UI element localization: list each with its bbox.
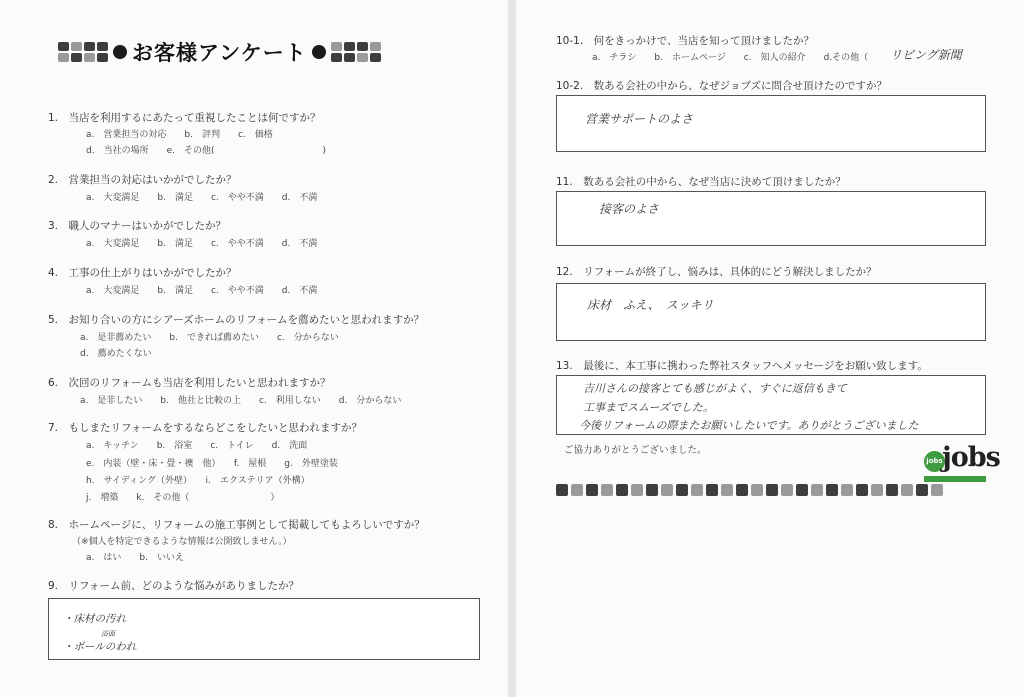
- title-dot-left: [113, 45, 127, 59]
- question-13-answer-box: [556, 375, 986, 435]
- jobs-logo: [922, 440, 1000, 488]
- question-3: 3. 職人のマナーはいかがでしたか？: [48, 220, 227, 232]
- question-11: 11. 数ある会社の中から、なぜ当店に決めて頂けましたか？: [556, 176, 846, 188]
- question-13-answer-line2: 工事までスムーズでした。: [583, 401, 714, 414]
- question-9-answer-box: [48, 598, 480, 660]
- question-1-options-a-c: a. 営業担当の対応 b. 評判 c. 価格: [86, 130, 273, 140]
- question-9-answer-line2: ・ボールのわれ: [63, 641, 137, 653]
- question-10-1-handwritten: リビング新聞: [890, 48, 962, 62]
- question-2-options: a. 大変満足 b. 満足 c. やや不満 d. 不満: [86, 193, 318, 203]
- question-2: 2. 営業担当の対応はいかがでしたか？: [48, 174, 237, 186]
- logo-mark: jobs: [924, 451, 945, 472]
- right-page: [516, 0, 1024, 697]
- page-gutter: [508, 0, 516, 697]
- question-7-options-row2: e. 内装（壁・床・畳・襖 他） f. 屋根 g. 外壁塗装: [86, 459, 338, 469]
- question-10-2-answer: 営業サポートのよさ: [585, 112, 694, 126]
- title-dot-right: [312, 45, 326, 59]
- survey-title: お客様アンケート: [132, 41, 307, 65]
- question-12: 12. リフォームが終了し、悩みは、具体的にどう解決しましたか？: [556, 266, 877, 278]
- question-8-note: （※個人を特定できるような情報は公開致しません。）: [72, 537, 292, 547]
- left-page: [0, 0, 508, 697]
- question-6: 6. 次回のリフォームも当店を利用したいと思われますか？: [48, 377, 331, 389]
- question-11-answer-box: [556, 191, 986, 246]
- question-10-1: 10-1. 何をきっかけで、当店を知って頂けましたか？: [556, 35, 814, 47]
- question-12-answer: 床材 ふえ、 スッキリ: [587, 298, 714, 312]
- question-10-2-answer-box: [556, 95, 986, 152]
- question-5-options-d: d. 薦めたくない: [80, 349, 152, 359]
- question-7: 7. もしまたリフォームをするならどこをしたいと思われますか？: [48, 422, 362, 434]
- survey-title-banner: [58, 34, 458, 70]
- title-blocks-right: [331, 42, 381, 62]
- question-9-answer-note: 浴面: [101, 630, 115, 638]
- question-1: 1. 当店を利用するにあたって重視したことは何ですか？: [48, 112, 321, 124]
- question-9: 9. リフォーム前、どのような悩みがありましたか？: [48, 580, 299, 592]
- question-8-options: a. はい b. いいえ: [86, 553, 184, 563]
- question-5-options-a-c: a. 是非薦めたい b. できれば薦めたい c. 分からない: [80, 333, 339, 343]
- question-5: 5. お知り合いの方にシアーズホームのリフォームを薦めたいと思われますか？: [48, 314, 425, 326]
- logo-underline: [924, 476, 986, 482]
- question-7-options-row1: a. キッチン b. 浴室 c. トイレ d. 洗面: [86, 441, 308, 451]
- question-8: 8. ホームページに、リフォームの施工事例として掲載してもよろしいですか？: [48, 519, 425, 531]
- question-4: 4. 工事の仕上がりはいかがでしたか？: [48, 267, 237, 279]
- title-blocks-left: [58, 42, 108, 62]
- question-7-options-row3: h. サイディング（外壁） i. エクステリア（外構）: [86, 476, 310, 486]
- question-9-answer-line1: ・床材の汚れ: [63, 613, 126, 625]
- question-13-answer-line3: 今後リフォームの際またお願いしたいです。ありがとうございました: [579, 419, 919, 432]
- question-6-options: a. 是非したい b. 他社と比較の上 c. 利用しない d. 分からない: [80, 396, 402, 406]
- question-12-answer-box: [556, 283, 986, 341]
- question-11-answer: 接客のよさ: [599, 202, 660, 216]
- question-3-options: a. 大変満足 b. 満足 c. やや不満 d. 不満: [86, 239, 318, 249]
- question-7-options-row4: j. 増築 k. その他（ ）: [86, 493, 280, 503]
- question-1-options-d-e: d. 当社の場所 e. その他( ): [86, 146, 326, 156]
- thanks-message: ご協力ありがとうございました。: [564, 445, 707, 456]
- question-10-2: 10-2. 数ある会社の中から、なぜジョブズに問合せ頂けたのですか？: [556, 80, 888, 92]
- question-10-1-options: a. チラシ b. ホームページ c. 知人の紹介 d.その他（: [592, 53, 869, 63]
- question-13-answer-line1: 吉川さんの接客とても感じがよく、すぐに返信もきて: [583, 382, 847, 395]
- question-13: 13. 最後に、本工事に携わった弊社スタッフへメッセージをお願い致します。: [556, 360, 928, 372]
- question-4-options: a. 大変満足 b. 満足 c. やや不満 d. 不満: [86, 286, 318, 296]
- logo-wordmark: jobs: [942, 442, 1000, 473]
- decorative-block-strip: [556, 484, 943, 496]
